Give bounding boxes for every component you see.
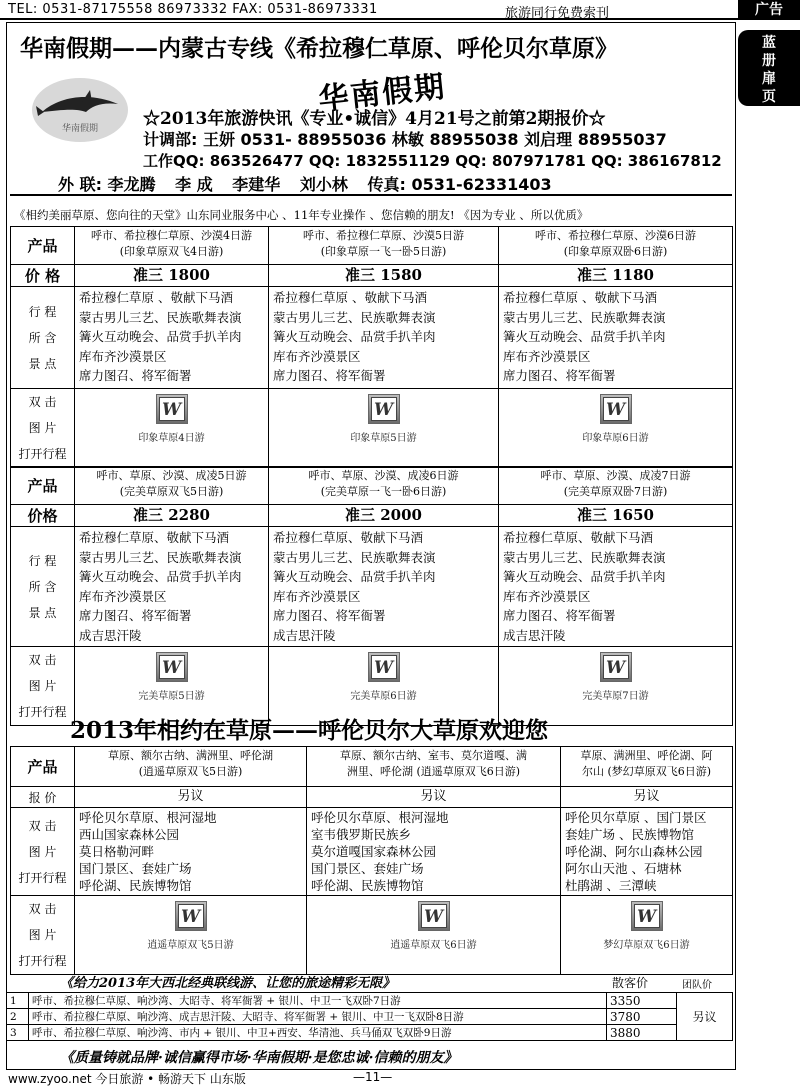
click-label: 双 击 图 片 打开行程	[11, 808, 75, 896]
northwest-title: 《给力2013年大西北经典联线游、让您的旅途精彩无限》	[60, 976, 396, 991]
itinerary-file[interactable]: W 完美草原6日游	[269, 647, 499, 726]
phones: 计调部: 王妍 0531- 88955036 林敏 88955038 刘启理 88955037	[143, 130, 667, 149]
logo	[32, 78, 128, 142]
side-tab	[738, 30, 800, 106]
route-table-1	[10, 226, 733, 468]
contact-item: 传真: 0531-62331403	[367, 175, 552, 194]
word-doc-icon[interactable]: W	[600, 652, 632, 682]
route-price: 准三 2000	[269, 505, 499, 527]
contact-item: 外 联: 李龙腾	[58, 175, 156, 194]
word-doc-icon[interactable]: W	[631, 901, 663, 931]
footer-slogan: 《质量铸就品牌·诚信赢得市场·华南假期·是您忠诚·信赖的朋友》	[60, 1050, 458, 1066]
price-label: 价格	[11, 505, 75, 527]
row-route: 呼市、希拉穆仁草原、响沙湾、市内 + 银川、中卫+西安、华清池、兵马俑双飞双卧9日游	[29, 1025, 607, 1041]
route-name: 草原、满洲里、呼伦湖、阿 尔山 (梦幻草原双飞6日游)	[561, 747, 733, 787]
itinerary-file[interactable]: W 逍遥草原双飞5日游	[75, 896, 307, 975]
itinerary-file[interactable]: W 完美草原5日游	[75, 647, 269, 726]
route-price: 另议	[307, 787, 561, 808]
itinerary-file[interactable]: W 梦幻草原双飞6日游	[561, 896, 733, 975]
row-route: 呼市、希拉穆仁草原、响沙湾、大昭寺、将军衙署 + 银川、中卫一飞双卧7日游	[29, 993, 607, 1009]
headline: 华南假期——内蒙古专线《希拉穆仁草原、呼伦贝尔草原》	[20, 35, 618, 62]
route-table-2	[10, 466, 733, 726]
itinerary-file[interactable]: W 印象草原6日游	[499, 389, 733, 468]
word-doc-icon[interactable]: W	[156, 394, 188, 424]
click-label: 双 击 图 片 打开行程	[11, 389, 75, 468]
qq-numbers: 工作QQ: 863526477 QQ: 1832551129 QQ: 807971781 QQ: 386167812	[143, 152, 722, 170]
quick-info: ☆2013年旅游快讯《专业•诚信》4月21号之前第2期报价☆	[143, 109, 606, 129]
footer-bar	[8, 1070, 393, 1086]
contact-item: 李建华	[232, 175, 281, 194]
word-doc-icon[interactable]: W	[156, 652, 188, 682]
ad-badge: 广告	[738, 0, 800, 20]
contact-item: 刘小林	[299, 175, 348, 194]
footer-site: www.zyoo.net 今日旅游 • 畅游天下 山东版	[8, 1072, 246, 1086]
product-label: 产品	[11, 467, 75, 505]
logo-text: 华南假期	[61, 124, 98, 134]
price-label: 价 格	[11, 265, 75, 287]
group-price: 另议	[677, 993, 733, 1041]
quote-label: 报 价	[11, 787, 75, 808]
word-doc-icon[interactable]: W	[175, 901, 207, 931]
row-price: 3780	[607, 1009, 677, 1025]
itinerary-file[interactable]: W 逍遥草原双飞6日游	[307, 896, 561, 975]
product-label: 产品	[11, 747, 75, 787]
itinerary-items: 希拉穆仁草原 、敬献下马酒 蒙古男儿三艺、民族歌舞表演 篝火互动晚会、品赏手扒羊肉 库布齐沙漠景区 席力图召、将军衙署	[269, 287, 499, 389]
route-name: 呼市、希拉穆仁草原、沙漠5日游 (印象草原一飞一卧5日游)	[269, 227, 499, 265]
page-number: —11—	[353, 1070, 393, 1084]
magazine-index: 旅游同行免费索刊	[505, 6, 610, 21]
side-tab-char: 册	[762, 53, 776, 69]
route-price: 另议	[561, 787, 733, 808]
itinerary-file[interactable]: W 印象草原5日游	[269, 389, 499, 468]
itinerary-items: 呼伦贝尔草原、根河湿地 西山国家森林公园 莫日格勒河畔 国门景区、套娃广场 呼伦湖、民族博物馆	[75, 808, 307, 896]
slogan: 《相约美丽草原、您向往的天堂》山东同业服务中心 、11年专业操作 、您信赖的朋友! 《因为专业 、所以优质》	[14, 208, 589, 222]
retail-price-header: 散客价	[612, 976, 649, 990]
itinerary-items: 希拉穆仁草原、敬献下马酒 蒙古男儿三艺、民族歌舞表演 篝火互动晚会、品赏手扒羊肉 库布齐沙漠景区 席力图召、将军衙署 成吉思汗陵	[269, 527, 499, 647]
group-price-header: 团队价	[682, 980, 712, 991]
route-price: 准三 1650	[499, 505, 733, 527]
route-price: 准三 1580	[269, 265, 499, 287]
top-contact-bar	[0, 0, 800, 20]
route-price: 准三 1800	[75, 265, 269, 287]
contact-item: 李 成	[175, 175, 213, 194]
divider	[10, 194, 732, 196]
itinerary-label: 行 程 所 含 景 点	[11, 287, 75, 389]
contacts	[58, 172, 566, 195]
itinerary-file[interactable]: W 印象草原4日游	[75, 389, 269, 468]
itinerary-label: 行 程 所 含 景 点	[11, 527, 75, 647]
itinerary-items: 希拉穆仁草原、敬献下马酒 蒙古男儿三艺、民族歌舞表演 篝火互动晚会、品赏手扒羊肉 库布齐沙漠景区 席力图召、将军衙署 成吉思汗陵	[75, 527, 269, 647]
itinerary-items: 呼伦贝尔草原 、国门景区 套娃广场 、民族博物馆 呼伦湖、阿尔山森林公园 阿尔山天池 、石塘林 杜鹃湖 、三潭峡	[561, 808, 733, 896]
route-name: 呼市、希拉穆仁草原、沙漠4日游 (印象草原双飞4日游)	[75, 227, 269, 265]
route-name: 草原、额尔古纳、满洲里、呼伦湖 (逍遥草原双飞5日游)	[75, 747, 307, 787]
product-label: 产品	[11, 227, 75, 265]
route-name: 呼市、草原、沙漠、成凌6日游 (完美草原一飞一卧6日游)	[269, 467, 499, 505]
word-doc-icon[interactable]: W	[418, 901, 450, 931]
row-price: 3880	[607, 1025, 677, 1041]
word-doc-icon[interactable]: W	[368, 394, 400, 424]
itinerary-items: 呼伦贝尔草原、根河湿地 室韦俄罗斯民族乡 莫尔道嘎国家森林公园 国门景区、套娃广场 呼伦湖、民族博物馆	[307, 808, 561, 896]
route-price: 另议	[75, 787, 307, 808]
route-name: 草原、额尔古纳、室韦、莫尔道嘎、满 洲里、呼伦湖 (逍遥草原双飞6日游)	[307, 747, 561, 787]
route-price: 准三 2280	[75, 505, 269, 527]
route-table-3	[10, 746, 733, 975]
click-label: 双 击 图 片 打开行程	[11, 647, 75, 726]
side-tab-char: 页	[762, 89, 776, 105]
northwest-table	[6, 992, 733, 1041]
itinerary-items: 希拉穆仁草原、敬献下马酒 蒙古男儿三艺、民族歌舞表演 篝火互动晚会、品赏手扒羊肉 库布齐沙漠景区 席力图召、将军衙署 成吉思汗陵	[499, 527, 733, 647]
row-number: 2	[7, 1009, 29, 1025]
click-label: 双 击 图 片 打开行程	[11, 896, 75, 975]
row-price: 3350	[607, 993, 677, 1009]
section-title: 2013年相约在草原——呼伦贝尔大草原欢迎您	[70, 717, 549, 744]
itinerary-items: 希拉穆仁草原 、敬献下马酒 蒙古男儿三艺、民族歌舞表演 篝火互动晚会、品赏手扒羊肉 库布齐沙漠景区 席力图召、将军衙署	[75, 287, 269, 389]
handwritten-brand: 华南假期	[316, 69, 448, 118]
word-doc-icon[interactable]: W	[368, 652, 400, 682]
row-number: 1	[7, 993, 29, 1009]
row-number: 3	[7, 1025, 29, 1041]
side-tab-char: 扉	[762, 71, 776, 87]
route-price: 准三 1180	[499, 265, 733, 287]
row-route: 呼市、希拉穆仁草原、响沙湾、成吉思汗陵、大昭寺、将军衙署 + 银川、中卫一飞双卧8日游	[29, 1009, 607, 1025]
itinerary-file[interactable]: W 完美草原7日游	[499, 647, 733, 726]
word-doc-icon[interactable]: W	[600, 394, 632, 424]
side-tab-char: 蓝	[762, 35, 776, 51]
route-name: 呼市、草原、沙漠、成凌7日游 (完美草原双卧7日游)	[499, 467, 733, 505]
route-name: 呼市、希拉穆仁草原、沙漠6日游 (印象草原双卧6日游)	[499, 227, 733, 265]
route-name: 呼市、草原、沙漠、成凌5日游 (完美草原双飞5日游)	[75, 467, 269, 505]
tel-fax: TEL: 0531-87175558 86973332 FAX: 0531-86973331	[8, 2, 378, 17]
itinerary-items: 希拉穆仁草原 、敬献下马酒 蒙古男儿三艺、民族歌舞表演 篝火互动晚会、品赏手扒羊肉 库布齐沙漠景区 席力图召、将军衙署	[499, 287, 733, 389]
